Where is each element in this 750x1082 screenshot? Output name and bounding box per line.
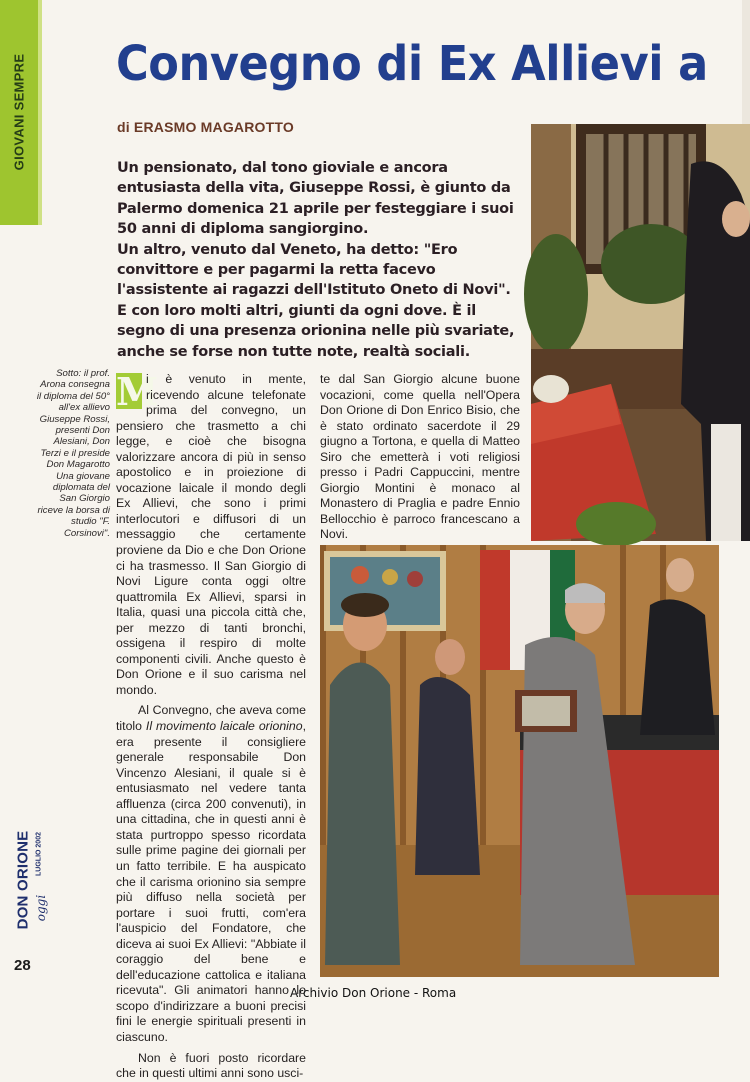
archive-credit: Archivio Don Orione - Roma <box>290 986 457 1000</box>
body-paragraph: Non è fuori posto ricordare che in questi ultimi anni sono usci- <box>116 1050 306 1081</box>
lead-paragraph: E con loro molti altri, giunti da ogni dove. È il segno di una presenza orionina nelle più svariate, anche se forse non tutte note, realtà sociali. <box>117 302 515 360</box>
photo-diploma-ceremony <box>320 545 719 977</box>
article-lead <box>117 158 525 362</box>
body-column-1 <box>116 369 306 1082</box>
body-text: Al Convegno, che aveva come titolo <box>116 703 306 734</box>
body-paragraph <box>116 369 306 698</box>
masthead-issue: LUGLIO 2002 <box>35 832 43 876</box>
lead-paragraph: Un pensionato, dal tono gioviale e ancora entusiasta della vita, Giuseppe Rossi, è giunto da Palermo domenica 21 aprile per festeggiare i suoi 50 anni di diploma sangiorgino. <box>117 160 514 238</box>
article-headline: Convegno di Ex Allievi a <box>116 36 708 92</box>
page-number: 28 <box>14 957 31 974</box>
lead-paragraph: Un altro, venuto dal Veneto, ha detto: "Ero convittore e per pagarmi la retta facevo l'assistente ai ragazzi dell'Istituto Oneto di Novi". <box>117 241 511 299</box>
photo-hall-diploma <box>531 124 750 541</box>
section-label: GIOVANI SEMPRE <box>11 53 27 171</box>
photo-hall-image <box>531 124 750 541</box>
masthead-brand: DON ORIONE <box>14 830 32 930</box>
article-byline: di ERASMO MAGAROTTO <box>117 119 294 135</box>
body-column-2 <box>320 372 520 543</box>
masthead-subtitle: oggi <box>34 894 48 922</box>
body-text: i è venuto in mente, ricevendo alcune telefonate prima del convegno, un pensiero che trasmetto a chi legge, e cioè che bisogna valorizzare ancora di più in senso apostolico e in proiezione di vocazione laicale il mondo degli Ex Allievi, che sono i primi interlocutori e diffusori di un messaggio che certamente proviene da Dio e che Don Orione ci ha trasmesso. Il San Giorgio di Novi Ligure conta oggi oltre quattromila Ex Allievi, sparsi in Italia, quasi una piccola città che, per mezzo di tanti bronchi, ossigena il respiro di molte componenti civili. Anche questo è Don Orione e il suo carisma nel mondo. <box>116 372 306 697</box>
section-tab-strip <box>38 0 42 225</box>
body-text: , era presente il consigliere generale responsabile Don Vincenzo Alesiani, il quale si è entusiasmato nel vedere tanta affluenza (circa 200 convenuti), in una cittadina, che in questi anni è stata purtroppo spesso ricordata sulle prime pagine dei giornali per un fatto terribile. E ha auspicato che il carisma orionino sia sempre più diffuso nella società per portare i suoi frutti, com'era l'auspicio del Fondatore, che diceva ai suoi Ex Allievi: "Abbiate il coraggio del bene e dell'educazione cattolica e italiana ricevuta". Gli animatori hanno lo scopo d'indirizzare a buoni precisi fini le energie spirituali presenti in ciascuno. <box>116 719 306 1044</box>
page-edge <box>742 0 750 124</box>
photo-caption: Sotto: il prof. Arona consegna il diploma del 50° all'ex allievo Giuseppe Rossi, presenti Don Alesiani, Don Terzi e il preside Don Magarotto Una giovane diplomata del San Giorgio riceve la borsa di studio "F. Corsinovi". <box>36 368 110 539</box>
drop-cap: M <box>116 369 159 414</box>
photo-ceremony-image <box>320 545 719 977</box>
convegno-title: Il movimento laicale orionino <box>145 719 303 734</box>
body-paragraph <box>116 703 306 1045</box>
magazine-masthead <box>14 820 52 940</box>
body-paragraph: te dal San Giorgio alcune buone vocazioni, come quella nell'Opera Don Orione di Don Enrico Bisio, che è stato ordinato sacerdote il 29 giugno a Tortona, e quella di Matteo Siro che emetterà i voti religiosi presso i Padri Cappuccini, mentre Giorgio Montini è monaco al Monastero di Praglia e padre Ennio Bellocchio è parroco francescano a Novi. <box>320 372 520 542</box>
section-tab <box>0 0 38 225</box>
